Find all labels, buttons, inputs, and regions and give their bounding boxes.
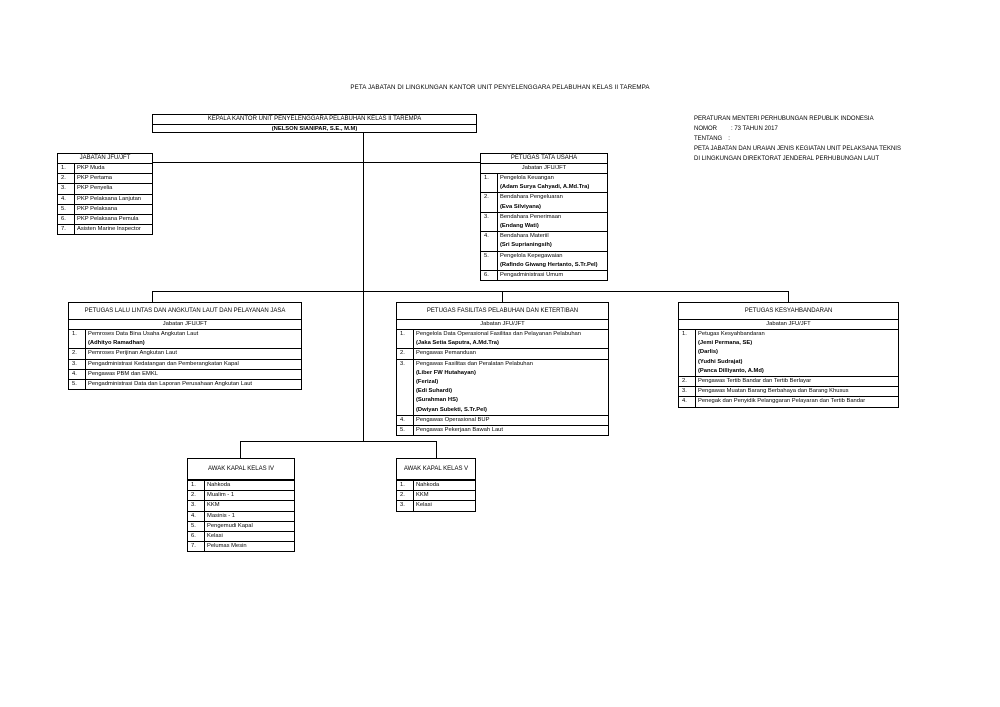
awak-kapal-v-box: [396, 458, 476, 512]
item-label: Pengawas Operasional BUP: [416, 416, 490, 423]
list-item: [58, 174, 152, 184]
list-item: [679, 330, 898, 377]
list-item: [188, 542, 294, 552]
list-item: [58, 225, 152, 235]
item-label: Pengadministrasi Data dan Laporan Perusahaan Angkutan Laut: [88, 381, 253, 388]
item-cell: [205, 481, 295, 491]
item-label: PKP Muda: [77, 165, 105, 171]
item-cell: [205, 521, 295, 531]
kesyahbandaran-box: [678, 302, 899, 408]
regulation-note: [694, 114, 901, 164]
lalu-lintas-list: [69, 329, 301, 389]
list-item: [188, 481, 294, 491]
item-number: 2.: [397, 349, 414, 359]
list-item: [69, 369, 301, 379]
kesyahbandaran-list: [679, 329, 898, 407]
item-cell: [205, 491, 295, 501]
item-label: Penegak dan Penyidik Pelanggaran Pelayaran dan Tertib Bandar: [698, 398, 866, 405]
list-item: [58, 215, 152, 225]
kepala-name: (NELSON SIANIPAR, S.E., M.M): [271, 126, 358, 132]
item-number: 5.: [481, 251, 498, 270]
item-number: 1.: [69, 330, 86, 349]
item-cell: [498, 251, 608, 270]
item-cell: [498, 174, 608, 193]
jfu-list: [58, 163, 152, 234]
item-number: 1.: [397, 481, 414, 491]
connector-line: [502, 291, 503, 302]
item-number: 1.: [679, 330, 696, 377]
item-number: 7.: [58, 225, 75, 235]
item-label: Pengadministrasi Kedatangan dan Pemberangkatan Kapal: [88, 360, 239, 367]
item-number: 4.: [679, 397, 696, 407]
item-label: Kelasi: [416, 502, 432, 509]
person-name: (Endang Wati): [500, 223, 539, 230]
regulation-tentang: TENTANG :: [694, 136, 730, 142]
list-item: [397, 426, 608, 436]
list-item: [397, 359, 608, 415]
tata-usaha-subtitle: Jabatan JFU/JFT: [521, 165, 567, 171]
fasilitas-subtitle: Jabatan JFU/JFT: [480, 321, 525, 327]
item-label: Pelumas Mesin: [207, 543, 247, 550]
item-number: 4.: [69, 369, 86, 379]
item-cell: [205, 542, 295, 552]
item-number: 1.: [397, 330, 414, 349]
item-label: Kelasi: [207, 533, 223, 540]
item-number: 3.: [397, 359, 414, 415]
item-cell: [75, 225, 153, 235]
tata-usaha-title: PETUGAS TATA USAHA: [481, 154, 607, 164]
item-cell: [696, 387, 899, 397]
connector-line: [152, 291, 789, 292]
item-number: 1.: [188, 481, 205, 491]
item-label: Masinis - 1: [207, 512, 236, 519]
regulation-nomor: NOMOR : 73 TAHUN 2017: [694, 126, 778, 132]
person-name: (Edi Suhardi): [416, 388, 453, 395]
item-label: Pengawas Fasilitas dan Peralatan Pelabuhan: [416, 360, 533, 367]
item-cell: [414, 359, 609, 415]
list-item: [69, 349, 301, 359]
person-name: (Adhityo Ramadhan): [88, 340, 145, 347]
item-label: PKP Pelaksana: [77, 205, 118, 212]
list-item: [397, 501, 475, 511]
item-number: 2.: [679, 377, 696, 387]
item-cell: [414, 491, 476, 501]
item-label: PKP Penyelia: [77, 185, 113, 192]
list-item: [58, 194, 152, 204]
item-number: 2.: [188, 491, 205, 501]
item-number: 2.: [69, 349, 86, 359]
list-item: [58, 184, 152, 194]
list-item: [679, 397, 898, 407]
item-number: 2.: [397, 491, 414, 501]
list-item: [397, 415, 608, 425]
regulation-line: PERATURAN MENTERI PERHUBUNGAN REPUBLIK INDONESIA: [694, 116, 874, 122]
item-number: 4.: [481, 232, 498, 251]
item-number: 6.: [58, 215, 75, 225]
item-label: Pengelola Data Operasional Fasilitas dan Pelayanan Pelabuhan: [416, 331, 582, 337]
awak-iv-list: [188, 480, 294, 551]
item-label: Nahkoda: [207, 482, 231, 488]
item-label: PKP Pertama: [77, 175, 113, 182]
item-cell: [205, 501, 295, 511]
item-cell: [498, 212, 608, 231]
kesyahbandaran-title: PETUGAS KESYAHBANDARAN: [679, 303, 898, 320]
person-name: (Rafindo Giwang Hertanto, S.Tr.Pel): [500, 261, 598, 268]
item-cell: [75, 164, 153, 174]
item-number: 4.: [58, 194, 75, 204]
fasilitas-box: [396, 302, 609, 436]
item-label: Bendahara Pengeluaran: [500, 194, 563, 201]
item-label: Pemroses Data Bina Usaha Angkutan Laut: [88, 331, 199, 337]
item-cell: [75, 204, 153, 214]
connector-line: [363, 132, 364, 291]
awak-v-title: AWAK KAPAL KELAS V: [397, 459, 475, 480]
connector-line: [363, 291, 364, 441]
connector-line: [152, 291, 153, 302]
tata-usaha-box: [480, 153, 608, 281]
list-item: [58, 164, 152, 174]
item-cell: [414, 349, 609, 359]
person-name: (Jaka Setia Saputra, A.Md.Tra): [416, 340, 499, 347]
item-cell: [498, 232, 608, 251]
item-label: Asisten Marine Inspector: [77, 226, 141, 233]
item-number: 3.: [188, 501, 205, 511]
item-label: Pengawas PBM dan EMKL: [88, 370, 158, 377]
regulation-line: PETA JABATAN DAN URAIAN JENIS KEGIATAN UNIT PELAKSANA TEKNIS: [694, 146, 901, 152]
awak-iv-title: AWAK KAPAL KELAS IV: [188, 459, 294, 480]
item-cell: [414, 481, 476, 491]
connector-line: [788, 291, 789, 302]
jabatan-jfu-box: [57, 153, 153, 235]
lalu-lintas-box: [68, 302, 302, 390]
item-cell: [205, 511, 295, 521]
item-cell: [696, 397, 899, 407]
list-item: [188, 501, 294, 511]
list-item: [397, 349, 608, 359]
item-number: 2.: [481, 193, 498, 212]
item-cell: [414, 330, 609, 349]
item-number: 3.: [481, 212, 498, 231]
list-item: [679, 377, 898, 387]
item-number: 2.: [58, 174, 75, 184]
person-name: (Darlis): [698, 349, 718, 356]
list-item: [188, 511, 294, 521]
awak-kapal-iv-box: [187, 458, 295, 552]
item-cell: [414, 426, 609, 436]
list-item: [397, 330, 608, 349]
person-name: (Sri Suprianingsih): [500, 242, 552, 249]
awak-v-list: [397, 480, 475, 511]
item-cell: [205, 532, 295, 542]
item-label: Petugas Kesyahbandaran: [698, 331, 765, 337]
item-cell: [498, 271, 608, 281]
item-number: 1.: [58, 164, 75, 174]
list-item: [481, 232, 607, 251]
item-label: Pemroses Perijinan Angkutan Laut: [88, 350, 177, 357]
kepala-kantor-box: [152, 114, 477, 133]
person-name: (Ferizal): [416, 379, 439, 386]
item-cell: [86, 369, 302, 379]
item-label: Pengawas Pemanduan: [416, 350, 476, 357]
list-item: [69, 359, 301, 369]
list-item: [69, 330, 301, 349]
item-number: 3.: [58, 184, 75, 194]
person-name: (Liber FW Hutahayan): [416, 369, 476, 376]
page-title: PETA JABATAN DI LINGKUNGAN KANTOR UNIT PENYELENGGARA PELABUHAN KELAS II TAREMPA: [350, 84, 650, 91]
item-cell: [75, 194, 153, 204]
item-number: 1.: [481, 174, 498, 193]
item-number: 3.: [69, 359, 86, 369]
item-number: 4.: [397, 415, 414, 425]
item-cell: [414, 415, 609, 425]
list-item: [481, 251, 607, 270]
item-label: Pengawas Pekerjaan Bawah Laut: [416, 427, 504, 434]
item-label: Mualim - 1: [207, 492, 235, 499]
item-label: Pengawas Tertib Bandar dan Tertib Berlayar: [698, 378, 812, 385]
item-cell: [498, 193, 608, 212]
person-name: (Yudhi Sudrajat): [698, 358, 743, 365]
item-cell: [86, 359, 302, 369]
item-number: 5.: [188, 521, 205, 531]
lalu-lintas-subtitle: Jabatan JFU/JFT: [162, 321, 208, 327]
connector-line: [436, 441, 437, 458]
kesyahbandaran-subtitle: Jabatan JFU/JFT: [766, 321, 811, 327]
item-number: 5.: [69, 380, 86, 390]
item-label: Pengadministrasi Umum: [500, 272, 564, 279]
list-item: [679, 387, 898, 397]
fasilitas-title: PETUGAS FASILITAS PELABUHAN DAN KETERTIBAN: [397, 303, 608, 320]
kepala-title: KEPALA KANTOR UNIT PENYELENGGARA PELABUHAN KELAS II TAREMPA: [153, 115, 476, 125]
item-cell: [86, 380, 302, 390]
list-item: [188, 491, 294, 501]
item-number: 3.: [679, 387, 696, 397]
item-cell: [75, 174, 153, 184]
item-cell: [696, 330, 899, 377]
fasilitas-list: [397, 329, 608, 435]
item-label: Pengelola Kepegawaian: [500, 252, 563, 259]
list-item: [69, 380, 301, 390]
item-label: KKM: [207, 502, 220, 509]
person-name: (Adam Surya Cahyadi, A.Md.Tra): [500, 184, 590, 191]
connector-line: [240, 441, 241, 458]
item-cell: [414, 501, 476, 511]
item-number: 7.: [188, 542, 205, 552]
item-label: Nahkoda: [416, 482, 440, 488]
list-item: [188, 521, 294, 531]
lalu-lintas-title: PETUGAS LALU LINTAS DAN ANGKUTAN LAUT DAN PELAYANAN JASA: [69, 303, 301, 320]
item-label: Pengemudi Kapal: [207, 522, 253, 529]
connector-line: [240, 441, 437, 442]
person-name: (Dwiyan Subekti, S.Tr.Pel): [416, 406, 487, 413]
tata-usaha-list: [481, 173, 607, 280]
person-name: (Eva Silviyana): [500, 203, 541, 210]
item-cell: [75, 184, 153, 194]
list-item: [481, 193, 607, 212]
list-item: [481, 174, 607, 193]
list-item: [397, 481, 475, 491]
list-item: [188, 532, 294, 542]
item-number: 5.: [58, 204, 75, 214]
item-cell: [86, 330, 302, 349]
item-label: PKP Pelaksana Lanjutan: [77, 195, 142, 202]
list-item: [481, 212, 607, 231]
item-label: KKM: [416, 492, 429, 499]
item-cell: [696, 377, 899, 387]
item-number: 5.: [397, 426, 414, 436]
person-name: (Panca Dilliyanto, A.Md): [698, 367, 764, 374]
list-item: [397, 491, 475, 501]
item-label: Pengelola Keuangan: [500, 175, 554, 181]
item-cell: [75, 215, 153, 225]
item-label: Bendahara Penerimaan: [500, 213, 562, 220]
item-number: 4.: [188, 511, 205, 521]
item-number: 6.: [481, 271, 498, 281]
item-label: PKP Pelaksana Pemula: [77, 216, 139, 223]
item-number: 6.: [188, 532, 205, 542]
person-name: (Surahman HS): [416, 397, 458, 404]
item-label: Pengawas Muatan Barang Berbahaya dan Barang Khusus: [698, 388, 849, 395]
person-name: (Jemi Permana, SE): [698, 340, 753, 347]
item-label: Bendahara Materiil: [500, 233, 549, 240]
list-item: [58, 204, 152, 214]
list-item: [481, 271, 607, 281]
item-cell: [86, 349, 302, 359]
jfu-title: JABATAN JFU/JFT: [79, 155, 131, 161]
regulation-line: DI LINGKUNGAN DIREKTORAT JENDERAL PERHUBUNGAN LAUT: [694, 156, 880, 162]
item-number: 3.: [397, 501, 414, 511]
connector-line: [104, 162, 544, 163]
